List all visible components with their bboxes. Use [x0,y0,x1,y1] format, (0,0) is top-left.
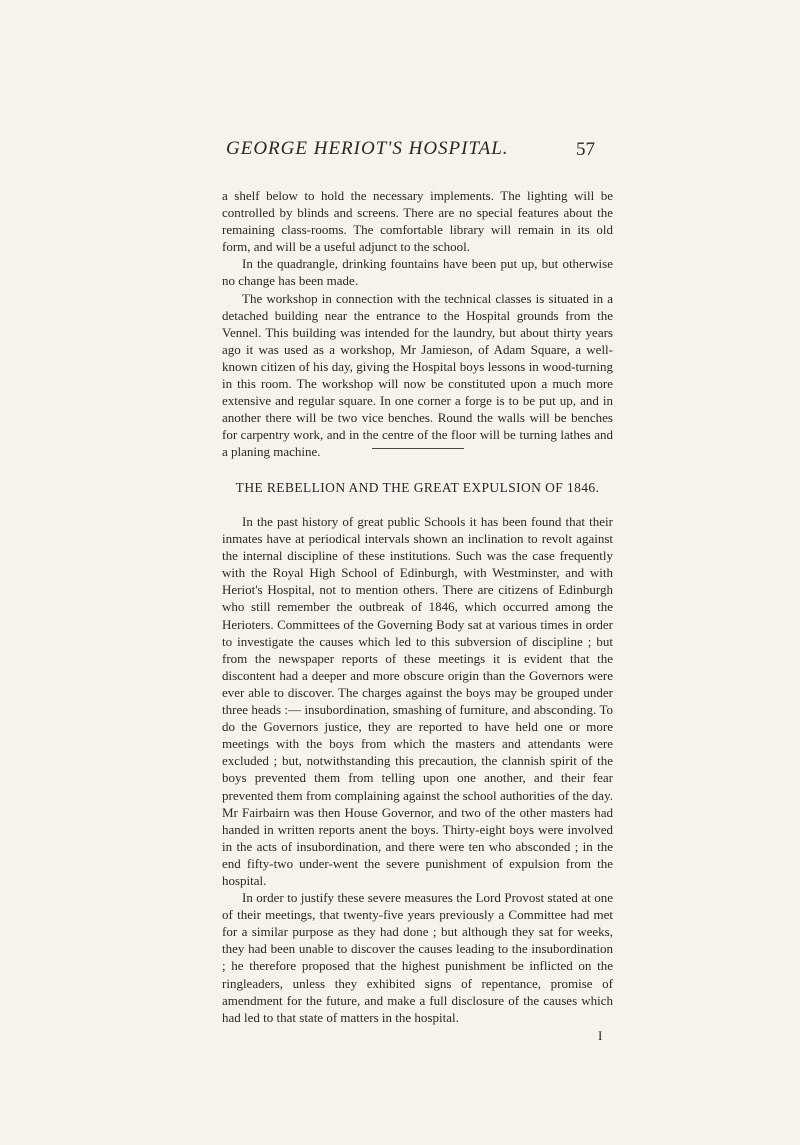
body-text-top [222,187,613,461]
paragraph-lord-provost: In order to justify these severe measures the Lord Provost stated at one of their meetings, that twenty-five years previously a Committee had met for a similar purpose as they had done ; but although they sat for weeks, they had been unable to discover the causes leading to the insubordination ; he therefore proposed that the highest punishment be inflicted on the ringleaders, unless they exhibited signs of repentance, promise of amendment for the future, and make a full disclosure of the causes which had led to that state of matters in the hospital. [222,890,613,1025]
section-heading: THE REBELLION AND THE GREAT EXPULSION OF 1846. [235,480,600,495]
paragraph-workshop: The workshop in connection with the technical classes is situated in a detached building near the entrance to the Hospital grounds from the Vennel. This building was intended for the laundry, but about thirty years ago it was used as a workshop, Mr Jamieson, of Adam Square, a well-known citizen of his day, giving the Hospital boys lessons in wood-turning in this room. The workshop will now be constituted upon a much more extensive and regular square. In one corner a forge is to be put up, and in another there will be two vice benches. Round the walls will be benches for carpentry work, and in the centre of the floor will be turning lathes and a planing machine. [222,290,613,460]
paragraph-continuation: a shelf below to hold the necessary implements. The lighting will be controlled by blinds and screens. There are no special features about the remaining class-rooms. The comfortable library will remain in its old form, and will be a useful adjunct to the school. [222,188,613,255]
section-divider-rule [372,448,464,449]
paragraph-quadrangle: In the quadrangle, drinking fountains have been put up, but otherwise no change has been made. [222,256,613,289]
body-text-section [222,513,613,1026]
running-head [0,138,800,168]
paragraph-rebellion-history: In the past history of great public Schools it has been found that their inmates have at periodical intervals shown an inclination to revolt against the internal discipline of these institutions. Such was the case frequently with the Royal High School of Edinburgh, with Westminster, and with Heriot's Hospital, not to mention others. There are citizens of Edinburgh who still remember the outbreak of 1846, which occurred among the Herioters. Committees of the Governing Body sat at various times in order to investigate the causes which led to this subversion of discipline ; but from the newspaper reports of these meetings it is evident that the discontent had a deeper and more obscure origin than the Governors were ever able to discover. The charges against the boys may be grouped under three heads :— insubordination, smashing of furniture, and absconding. To do the Governors justice, they are reported to have held one or more meetings with the boys from which the masters and attendants were excluded ; but, notwithstanding this precaution, the clannish spirit of the boys prevented them from telling upon one another, and their fear prevented them from complaining against the school authorities of the day. Mr Fairbairn was then House Governor, and two of the other masters had handed in written reports anent the boys. Thirty-eight boys were involved in the acts of insubordination, and there were ten who absconded ; in the end fifty-two under-went the severe punishment of expulsion from the hospital. [222,514,613,888]
page-number: 57 [576,139,595,160]
running-title: GEORGE HERIOT'S HOSPITAL. [226,138,509,159]
signature-mark: I [598,1028,603,1043]
